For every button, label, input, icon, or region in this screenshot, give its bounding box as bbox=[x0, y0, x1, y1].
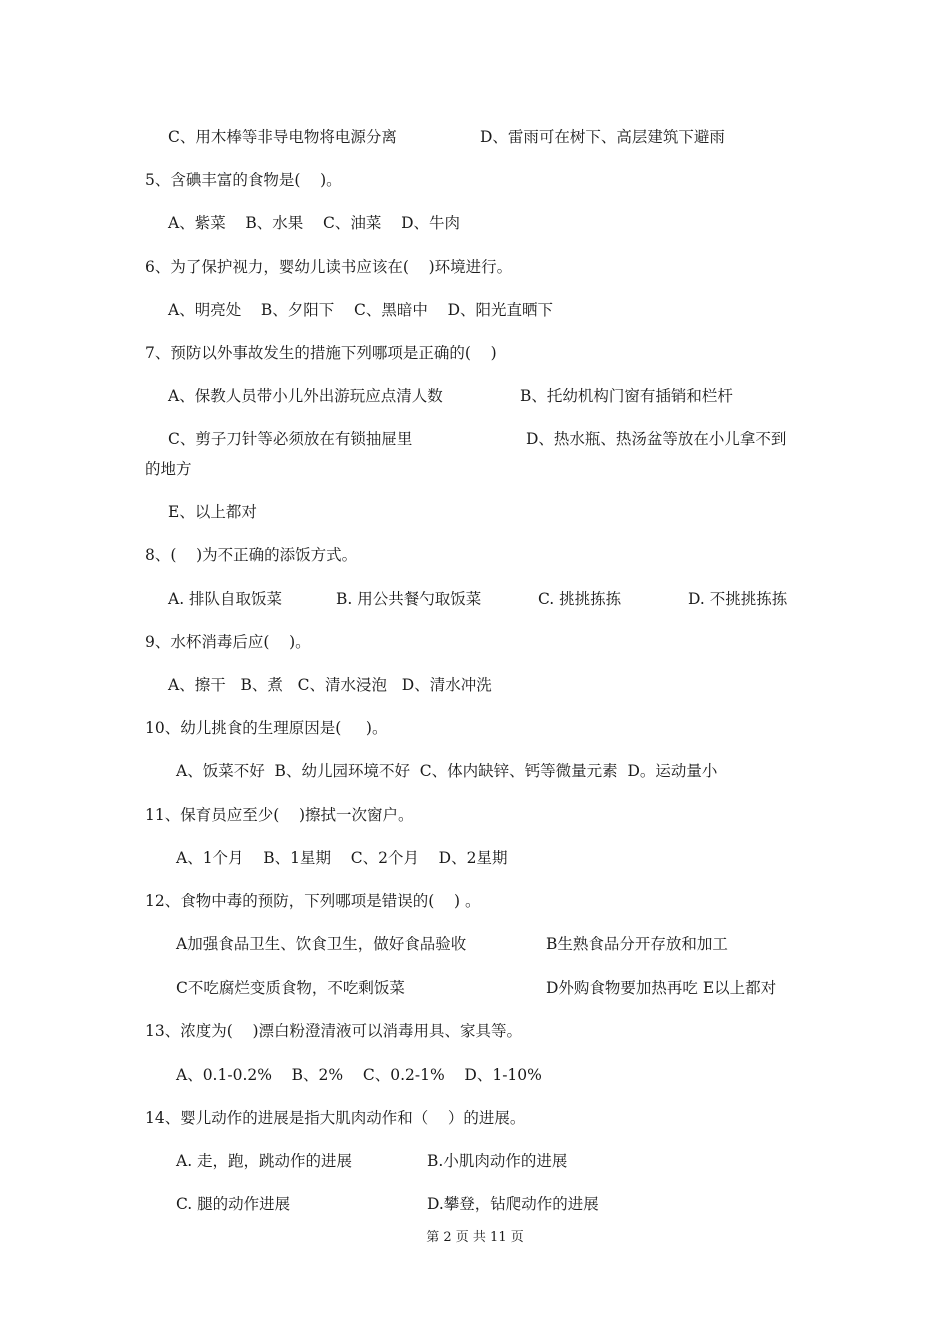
q12-option-b: B生熟食品分开存放和加工 bbox=[546, 935, 728, 953]
q13-options: A、0.1-0.2% B、2% C、0.2-1% D、1-10% bbox=[176, 1066, 542, 1084]
question-6: 6、为了保护视力，婴幼儿读书应该在( )环境进行。 bbox=[145, 258, 513, 276]
question-9: 9、水杯消毒后应( )。 bbox=[145, 633, 311, 651]
q10-options: A、饭菜不好 B、幼儿园环境不好 C、体内缺锌、钙等微量元素 D。运动量小 bbox=[176, 762, 718, 780]
q7-option-c: C、剪子刀针等必须放在有锁抽屉里 bbox=[168, 430, 413, 448]
q12-option-c: C不吃腐烂变质食物，不吃剩饭菜 bbox=[176, 979, 405, 997]
q4-option-d: D、雷雨可在树下、高层建筑下避雨 bbox=[480, 128, 725, 146]
q7-option-b: B、托幼机构门窗有插销和栏杆 bbox=[520, 387, 733, 405]
q12-option-d-e: D外购食物要加热再吃 E以上都对 bbox=[546, 979, 777, 997]
q9-options: A、擦干 B、煮 C、清水浸泡 D、清水冲洗 bbox=[168, 676, 492, 694]
question-7: 7、预防以外事故发生的措施下列哪项是正确的( ) bbox=[145, 344, 497, 362]
q7-option-d: D、热水瓶、热汤盆等放在小儿拿不到 bbox=[526, 430, 787, 448]
q6-options: A、明亮处 B、夕阳下 C、黑暗中 D、阳光直晒下 bbox=[168, 301, 553, 319]
q8-option-b: B. 用公共餐勺取饭菜 bbox=[336, 590, 482, 608]
question-14: 14、婴儿动作的进展是指大肌肉动作和（ ）的进展。 bbox=[145, 1109, 526, 1127]
q8-option-a: A. 排队自取饭菜 bbox=[168, 590, 283, 608]
q7-option-d-continued: 的地方 bbox=[145, 460, 192, 478]
q14-option-d: D.攀登，钻爬动作的进展 bbox=[427, 1195, 599, 1213]
q14-option-a: A. 走，跑，跳动作的进展 bbox=[176, 1152, 353, 1170]
q7-option-a: A、保教人员带小儿外出游玩应点清人数 bbox=[168, 387, 443, 405]
q5-options: A、紫菜 B、水果 C、油菜 D、牛肉 bbox=[168, 214, 460, 232]
q8-option-c: C. 挑挑拣拣 bbox=[538, 590, 622, 608]
question-12: 12、食物中毒的预防，下列哪项是错误的( ) 。 bbox=[145, 892, 481, 910]
question-8: 8、( )为不正确的添饭方式。 bbox=[145, 546, 358, 564]
q11-options: A、1个月 B、1星期 C、2个月 D、2星期 bbox=[176, 849, 508, 867]
q14-option-b: B.小肌肉动作的进展 bbox=[427, 1152, 568, 1170]
page-footer: 第 2 页 共 11 页 bbox=[426, 1230, 524, 1245]
q4-option-c: C、用木棒等非导电物将电源分离 bbox=[168, 128, 397, 146]
question-13: 13、浓度为( )漂白粉澄清液可以消毒用具、家具等。 bbox=[145, 1022, 523, 1040]
q14-option-c: C. 腿的动作进展 bbox=[176, 1195, 291, 1213]
question-10: 10、幼儿挑食的生理原因是( )。 bbox=[145, 719, 388, 737]
question-5: 5、含碘丰富的食物是( )。 bbox=[145, 171, 342, 189]
question-11: 11、保育员应至少( )擦拭一次窗户。 bbox=[145, 806, 414, 824]
q7-option-e: E、以上都对 bbox=[168, 503, 257, 521]
q12-option-a: A加强食品卫生、饮食卫生，做好食品验收 bbox=[176, 935, 467, 953]
q8-option-d: D. 不挑挑拣拣 bbox=[688, 590, 788, 608]
